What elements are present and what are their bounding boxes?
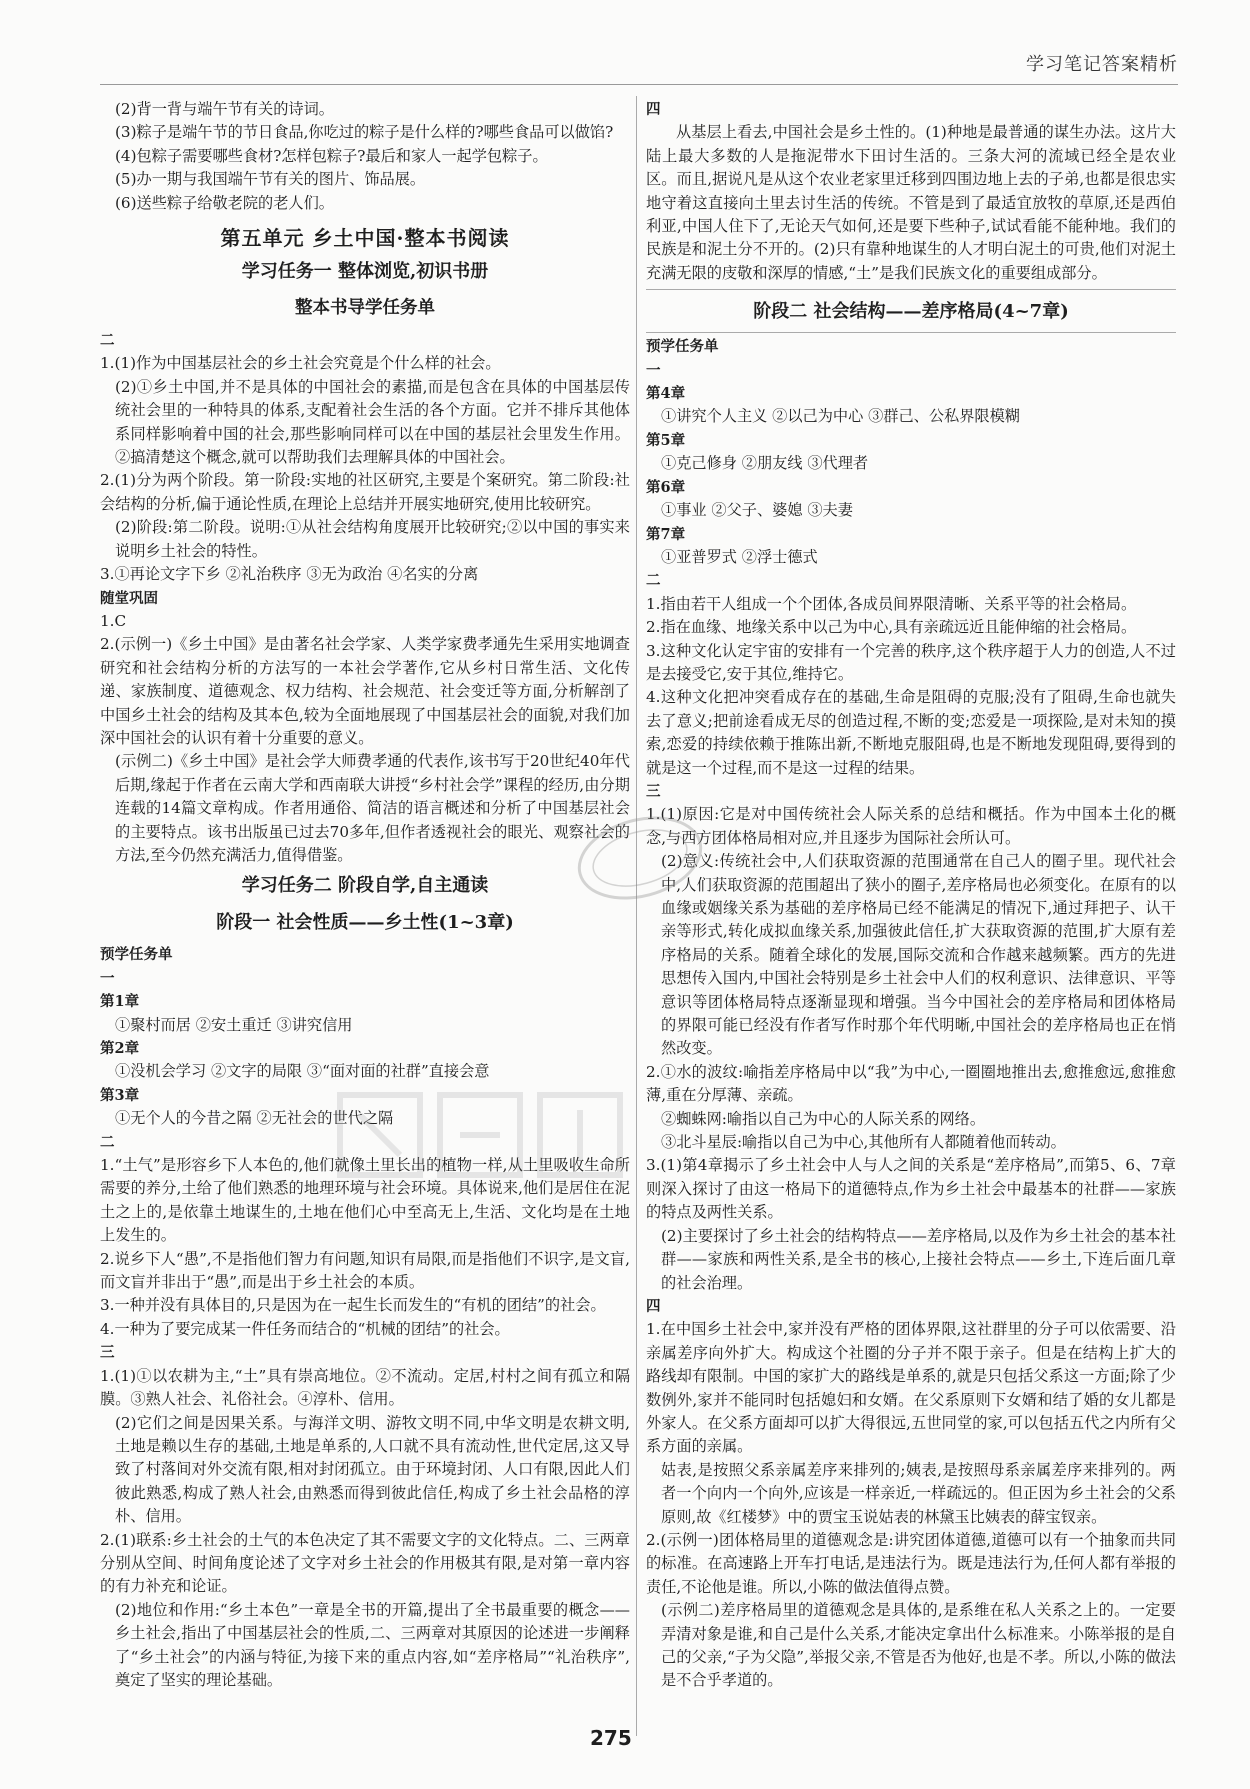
answer-item: 2.说乡下人“愚”,不是指他们智力有问题,知识有局限,而是指他们不识字,是文盲,而文盲并非出于“愚”,而是出于乡土社会的本质。 bbox=[100, 1249, 630, 1292]
answer-item: 3.一种并没有具体目的,只是因为在一起生长而发生的“有机的团结”的社会。 bbox=[100, 1296, 606, 1315]
chapter-label: 第1章 bbox=[100, 993, 140, 1011]
answer-item: 2.(1)联系:乡土社会的土气的本色决定了其不需要文字的文化特点。二、三两章分别从空间、时间角度论述了文字对乡土社会的作用极其有限,是对第一章内容的有力补充和论证。 bbox=[100, 1530, 630, 1596]
answer-item: (2)意义:传统社会中,人们获取资源的范围通常在自己人的圈子里。现代社会中,人们获取资源的范围超出了狭小的圈子,差序格局也必须变化。在原有的以血缘或姻缘关系为基础的差序格局已经不能满足的情况下,通过拜把子、认干亲等形式,转化成拟血缘关系,加强彼此信任,扩大获取资源的范围,扩大原有差序格局的关系。随着全球化的发展,国际交流和合作越来越频繁。西方的先进思想传入国内,中国社会特别是乡土社会中人们的权利意识、法律意识、平等意识等团体格局特点逐渐显现和增强。当今中国社会的差序格局和团体格局的界限可能已经没有作者写作时那个年代明晰,中国社会的差序格局也正在悄然改变。 bbox=[661, 852, 1176, 1058]
answer-item: ②蜘蛛网:喻指以自己为中心的人际关系的网络。 bbox=[661, 1109, 986, 1128]
preview-label: 预学任务单 bbox=[646, 338, 719, 356]
chapter-answer: ①事业 ②父子、婆媳 ③夫妻 bbox=[661, 501, 853, 520]
intro-line: (2)背一背与端午节有关的诗词。 bbox=[115, 100, 334, 118]
section-label: 四 bbox=[646, 1297, 661, 1315]
answer-item: 3.(1)第4章揭示了乡土社会中人与人之间的关系是“差序格局”,而第5、6、7章则深入探讨了由这一格局下的道德特点,作为乡土社会中最基本的社群——家族的特点及两性关系。 bbox=[646, 1156, 1176, 1222]
stage-divider bbox=[646, 332, 1176, 333]
chapter-answer: ①聚村而居 ②安土重迁 ③讲究信用 bbox=[115, 1015, 353, 1034]
answer-item: (2)地位和作用:“乡土本色”一章是全书的开篇,提出了全书最重要的概念——乡土社会,指出了中国基层社会的性质,二、三两章对其原因的论述进一步阐释了“乡土社会”的内涵与特征,为接下来的重点内容,如“差序格局”“礼治秩序”,奠定了坚实的理论基础。 bbox=[115, 1600, 630, 1689]
section-label: 二 bbox=[646, 572, 661, 590]
answer-item: 2.①水的波纹:喻指差序格局中以“我”为中心,一圈圈地推出去,愈推愈远,愈推愈薄,重在分厚薄、亲疏。 bbox=[646, 1062, 1176, 1105]
stage2-title: 阶段二 社会结构——差序格局(4~7章) bbox=[753, 301, 1069, 323]
answer-item: (2)①乡土中国,并不是具体的中国社会的素描,而是包含在具体的中国基层传统社会里的一种特具的体系,支配着社会生活的各个方面。它并不排斥其他体系同样影响着中国的社会,那些影响同样可以在中国的基层社会里发生作用。②搞清楚这个概念,就可以帮助我们去理解具体的中国社会。 bbox=[115, 377, 630, 467]
chapter-answer: ①亚普罗式 ②浮士德式 bbox=[661, 547, 818, 566]
unit-title: 第五单元 乡土中国·整本书阅读 bbox=[220, 226, 510, 251]
review-label: 随堂巩固 bbox=[100, 589, 158, 607]
page-header bbox=[0, 0, 1250, 84]
section-label: 二 bbox=[100, 332, 115, 350]
stage-divider bbox=[646, 289, 1176, 290]
stage1-title: 阶段一 社会性质——乡土性(1~3章) bbox=[216, 912, 514, 934]
section-label: 一 bbox=[100, 969, 115, 987]
column-divider bbox=[636, 96, 637, 1736]
chapter-answer: ①无个人的今昔之隔 ②无社会的世代之隔 bbox=[115, 1109, 394, 1128]
answer-item: 姑表,是按照父系亲属差序来排列的;姨表,是按照母系亲属差序来排列的。两者一个向内一个向外,应该是一样亲近,一样疏远的。但正因为乡土社会的父系原则,故《红楼梦》中的贾宝玉说姑表的林黛玉比姨表的薛宝钗亲。 bbox=[661, 1460, 1176, 1526]
chapter-label: 第3章 bbox=[100, 1086, 140, 1104]
chapter-answer: ①讲究个人主义 ②以己为中心 ③群己、公私界限模糊 bbox=[661, 407, 1020, 426]
chapter-label: 第6章 bbox=[646, 478, 686, 496]
chapter-answer: ①没机会学习 ②文字的局限 ③“面对面的社群”直接会意 bbox=[115, 1062, 490, 1081]
answer-item: 1.(1)①以农耕为主,“土”具有崇高地位。②不流动。定居,村村之间有孤立和隔膜。③熟人社会、礼俗社会。④淳朴、信用。 bbox=[100, 1366, 630, 1409]
answer-item: 1.C bbox=[100, 611, 127, 630]
task2-title: 学习任务二 阶段自学,自主通读 bbox=[241, 875, 489, 897]
header-title: 学习笔记答案精析 bbox=[1026, 54, 1178, 75]
chapter-label: 第5章 bbox=[646, 431, 686, 449]
answer-item: (2)阶段:第二阶段。说明:①从社会结构角度展开比较研究;②以中国的事实来说明乡土社会的特性。 bbox=[115, 518, 630, 560]
left-column bbox=[100, 98, 630, 1692]
answer-item: (示例二)差序格局里的道德观念是具体的,是系维在私人关系之上的。一定要弄清对象是谁,和自己是什么关系,才能决定拿出什么标准来。小陈举报的是自己的父亲,“子为父隐”,举报父亲,不管是否为他好,也是不孝。所以,小陈的做法是不合乎孝道的。 bbox=[661, 1601, 1176, 1690]
answer-item: 1.(1)原因:它是对中国传统社会人际关系的总结和概括。作为中国本土化的概念,与西方团体格局相对应,并且逐步为国际社会所认可。 bbox=[646, 805, 1176, 847]
preview-label: 预学任务单 bbox=[100, 946, 173, 964]
section-label: 一 bbox=[646, 361, 661, 379]
answer-item: (示例二)《乡土中国》是社会学大师费孝通的代表作,该书写于20世纪40年代后期,缘起于作者在云南大学和西南联大讲授“乡村社会学”课程的经历,由分期连载的14篇文章构成。作者用通俗、简洁的语言概述和分析了中国基层社会的主要特点。该书出版虽已过去70多年,但作者透视社会的眼光、观察社会的方法,至今仍然充满活力,值得借鉴。 bbox=[115, 752, 630, 864]
chapter-label: 第2章 bbox=[100, 1040, 140, 1057]
intro-line: (5)办一期与我国端午节有关的图片、饰品展。 bbox=[115, 170, 426, 189]
chapter-label: 第7章 bbox=[646, 525, 686, 543]
task1-title: 学习任务一 整体浏览,初识书册 bbox=[241, 261, 489, 283]
intro-line: (6)送些粽子给敬老院的老人们。 bbox=[115, 193, 334, 212]
answer-paragraph: 从基层上看去,中国社会是乡土性的。(1)种地是最普通的谋生办法。这片大陆上最大多数的人是拖泥带水下田讨生活的。三条大河的流域已经全是农业区。而且,据说凡是从这个农业老家里迁移到四围边地上去的子弟,也都是很忠实地守着这直接向土里去讨生活的传统。不管是到了最适宜放牧的草原,还是西伯利亚,中国人住下了,无论天气如何,还是要下些种子,试试看能不能种地。我们的民族是和泥土分不开的。(2)只有靠种地谋生的人才明白泥土的可贵,他们对泥土充满无限的庋敬和深厚的情感,“土”是我们民族文化的重要组成部分。 bbox=[646, 123, 1176, 282]
chapter-answer: ①克己修身 ②朋友线 ③代理者 bbox=[661, 454, 869, 473]
section-label: 四 bbox=[646, 101, 661, 118]
intro-line: (4)包粽子需要哪些食材?怎样包粽子?最后和家人一起学包粽子。 bbox=[115, 146, 548, 165]
chapter-label: 第4章 bbox=[646, 385, 686, 403]
section-label: 二 bbox=[100, 1133, 115, 1151]
answer-item: 2.(示例一)团体格局里的道德观念是:讲究团体道德,道德可以有一个抽象而共同的标准。在高速路上开车打电话,是违法行为。既是违法行为,任何人都有举报的责任,不论他是谁。所以,小陈的做法值得点赞。 bbox=[646, 1530, 1176, 1596]
answer-item: 2.(1)分为两个阶段。第一阶段:实地的社区研究,主要是个案研究。第二阶段:社会结构的分析,偏于通论性质,在理论上总结并开展实地研究,使用比较研究。 bbox=[100, 471, 630, 513]
answer-item: 1.(1)作为中国基层社会的乡土社会究竟是个什么样的社会。 bbox=[100, 354, 501, 373]
section-label: 三 bbox=[100, 1344, 115, 1362]
answer-item: 4.这种文化把冲突看成存在的基础,生命是阻碍的克服;没有了阻碍,生命也就失去了意义;把前途看成无尽的创造过程,不断的变;恋爱是一项探险,是对未知的摸索,恋爱的持续依赖于推陈出新,不断地克服阻碍,也是不断地发现阻碍,要得到的就是这一个过程,而不是这一过程的结果。 bbox=[646, 688, 1176, 777]
answer-item: (2)它们之间是因果关系。与海洋文明、游牧文明不同,中华文明是农耕文明,土地是赖以生存的基础,土地是单系的,人口就不具有流动性,世代定居,这又导致了村落间对外交流有限,相对封闭孤立。由于环境封闭、人口有限,因此人们彼此熟悉,构成了熟人社会,由熟悉而得到彼此信任,构成了乡土社会品格的淳朴、信用。 bbox=[115, 1413, 630, 1526]
intro-line: (3)粽子是端午节的节日食品,你吃过的粽子是什么样的?哪些食品可以做馅? bbox=[115, 123, 614, 142]
page-number: 275 bbox=[590, 1726, 632, 1750]
guide-title: 整本书导学任务单 bbox=[295, 298, 435, 319]
answer-item: (2)主要探讨了乡土社会的结构特点——差序格局,以及作为乡土社会的基本社群——家族和两性关系,是全书的核心,上接社会特点——乡土,下连后面几章的社会治理。 bbox=[661, 1226, 1176, 1292]
answer-item: 1.指由若干人组成一个个团体,各成员间界限清晰、关系平等的社会格局。 bbox=[646, 594, 1137, 613]
header-rule bbox=[100, 84, 1178, 85]
answer-item: ③北斗星辰:喻指以自己为中心,其他所有人都随着他而转动。 bbox=[661, 1133, 1066, 1152]
answer-item: 2.指在血缘、地缘关系中以己为中心,具有亲疏远近且能伸缩的社会格局。 bbox=[646, 618, 1137, 637]
right-column bbox=[646, 98, 1176, 1693]
answer-item: 3.这种文化认定宇宙的安排有一个完善的秩序,这个秩序超于人力的创造,人不过是去接受它,安于其位,维持它。 bbox=[646, 641, 1176, 683]
answer-item: 1.在中国乡土社会中,家并没有严格的团体界限,这社群里的分子可以依需要、沿亲属差序向外扩大。构成这个社圈的分子并不限于亲子。但是在结构上扩大的路线却有限制。中国的家扩大的路线是单系的,就是只包括父系这一方面;除了少数例外,家并不能同时包括媳妇和女婿。在父系原则下女婿和结了婚的女儿都是外家人。在父系方面却可以扩大得很远,五世同堂的家,可以包括五代之内所有父系方面的亲属。 bbox=[646, 1320, 1176, 1456]
answer-item: 2.(示例一)《乡土中国》是由著名社会学家、人类学家费孝通先生采用实地调查研究和社会结构分析的方法写的一本社会学著作,它从乡村日常生活、文化传递、家族制度、道德观念、权力结构、社会规范、社会变迁等方面,分析解剖了中国乡土社会的结构及其本色,较为全面地展现了中国基层社会的面貌,对我们加深中国社会的认识有着十分重要的意义。 bbox=[100, 635, 630, 747]
answer-item: 4.一种为了要完成某一件任务而结合的“机械的团结”的社会。 bbox=[100, 1319, 510, 1338]
answer-item: 3.①再论文字下乡 ②礼治秩序 ③无为政治 ④名实的分离 bbox=[100, 565, 479, 584]
answer-item: 1.“土气”是形容乡下人本色的,他们就像土里长出的植物一样,从土里吸收生命所需要的养分,土给了他们熟悉的地理环境与社会环境。具体说来,他们是居住在泥土之上的,是依靠土地谋生的,土地在他们心中至高无上,生活、文化均是在土地上发生的。 bbox=[100, 1156, 630, 1245]
section-label: 三 bbox=[646, 782, 661, 800]
